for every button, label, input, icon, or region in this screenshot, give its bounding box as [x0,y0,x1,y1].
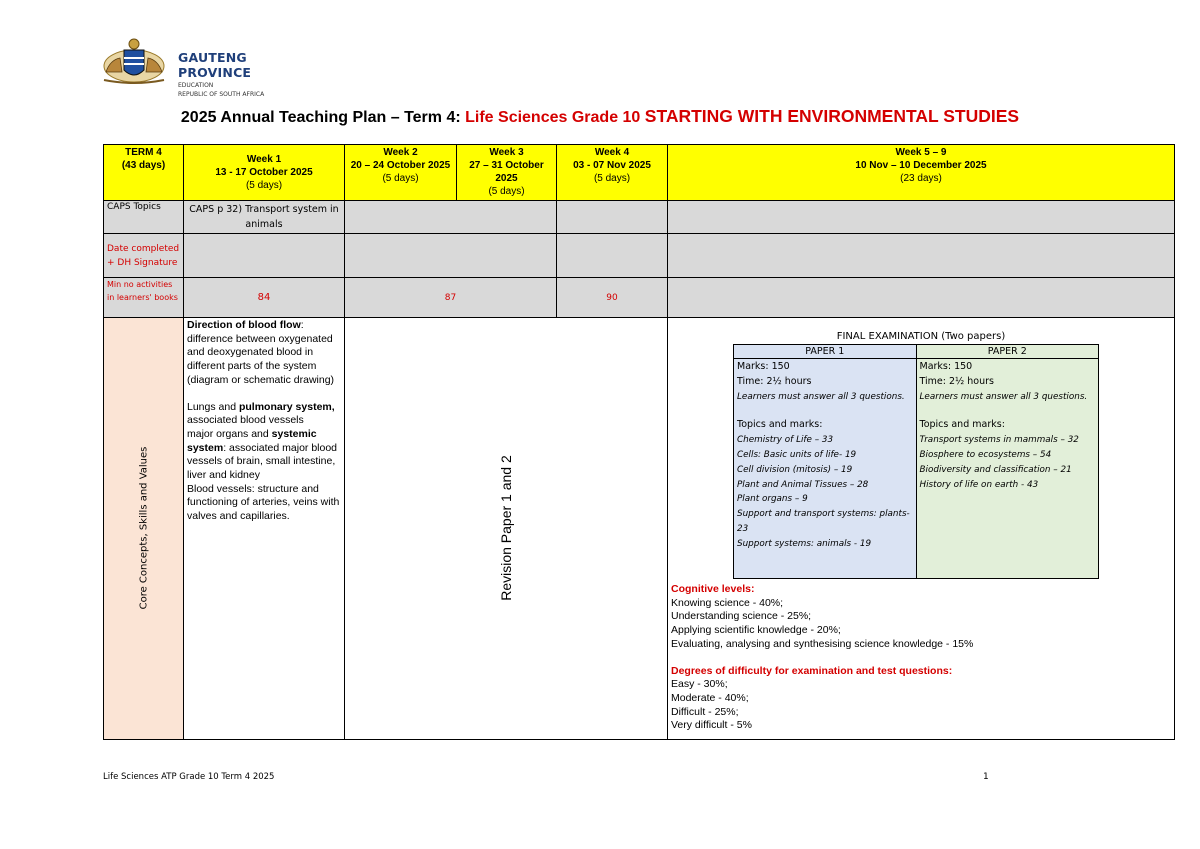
date-completed-label: Date completed + DH Signature [104,234,184,278]
cognitive-heading: Cognitive levels: [671,583,755,595]
paper2-heading: PAPER 2 [916,345,1099,359]
week1-content: Direction of blood flow: difference between oxygenated and deoxygenated blood in different parts of the system (diagram or schematic drawing) Lungs and pulmonary system, associated blood vessels major organs and systemic system: associated major blood vessels of brain, small intestine, liver and kidney Blood vessels: structure and functioning of arteries, veins with valves and capillaries. [184,318,345,740]
min-activities-week5-9 [668,278,1175,318]
title-part1: 2025 Annual Teaching Plan – Term 4: [180,109,466,126]
date-week2-3 [345,234,557,278]
date-week4 [557,234,668,278]
header-row [104,145,1175,201]
caps-topics-week1: CAPS p 32) Transport system in animals [184,201,345,234]
min-activities-week4: 90 [557,278,668,318]
min-activities-label: Min no activities in learners' books [104,278,184,318]
final-exam-title: FINAL EXAMINATION (Two papers) [836,331,1006,342]
min-activities-week2-3: 87 [345,278,557,318]
difficulty-heading: Degrees of difficulty for examination and test questions: [671,664,953,677]
caps-topics-week5-9 [668,201,1175,234]
final-exam-cell [668,318,1175,740]
coat-of-arms-icon [96,36,172,86]
page-number: 1 [983,772,989,782]
date-week5-9 [668,234,1175,278]
footer-text: Life Sciences ATP Grade 10 Term 4 2025 [103,772,275,782]
caps-topics-week2-3 [345,201,557,234]
week3-header: Week 3 27 – 31 October 2025 (5 days) [457,145,557,201]
date-completed-row [104,234,1175,278]
week4-header: Week 4 03 - 07 Nov 2025 (5 days) [557,145,668,201]
min-activities-week1: 84 [184,278,345,318]
page-title [0,106,1200,127]
core-concepts-label-cell [104,318,184,740]
logo-title: GAUTENG PROVINCE [178,50,252,80]
week2-header: Week 2 20 – 24 October 2025 (5 days) [345,145,457,201]
core-concepts-row [104,318,1175,740]
caps-topics-row [104,201,1175,234]
week1-header: Week 1 13 - 17 October 2025 (5 days) [184,145,345,201]
exam-papers-table [733,344,1099,579]
title-part3: STARTING WITH ENVIRONMENTAL STUDIES [644,106,1020,126]
logo-subtitle-2: REPUBLIC OF SOUTH AFRICA [178,91,265,98]
term-header: TERM 4 (43 days) [104,145,184,201]
caps-topics-week4 [557,201,668,234]
exam-notes: Cognitive levels: Knowing science - 40%; Understanding science - 25%; Applying scientific knowledge - 20%; Evaluating, analysing and synthesising science knowledge - 15% Degrees of difficulty for examination and test questions: Easy - 30%; Moderate - 40%; Difficult - 25%; Very difficult - 5% [671,583,1171,733]
paper2-details: Marks: 150 Time: 2½ hours Learners must answer all 3 questions. Topics and marks: Transport systems in mammals – 32 Biosphere to ecosystems – 54 Biodiversity and classification – 21 History of life on earth - 43 [916,359,1099,579]
revision-label: Revision Paper 1 and 2 [498,455,514,601]
title-part2: Life Sciences Grade 10 [465,109,645,126]
paper1-details: Marks: 150 Time: 2½ hours Learners must answer all 3 questions. Topics and marks: Chemistry of Life – 33 Cells: Basic units of life- 19 Cell division (mitosis) – 19 Plant and Animal Tissues – 28 Plant organs – 9 Support and transport systems: plants- 23 Support systems: animals - 19 [734,359,917,579]
revision-cell [345,318,668,740]
week5-9-header: Week 5 – 9 10 Nov – 10 December 2025 (23 days) [668,145,1175,201]
date-week1 [184,234,345,278]
core-concepts-label: Core Concepts, Skills and Values [138,446,149,610]
gauteng-logo [96,36,316,98]
min-activities-row [104,278,1175,318]
caps-topics-label: CAPS Topics [104,201,184,234]
logo-subtitle-1: EDUCATION [178,82,214,89]
teaching-plan-table [103,144,1175,740]
paper1-heading: PAPER 1 [734,345,917,359]
